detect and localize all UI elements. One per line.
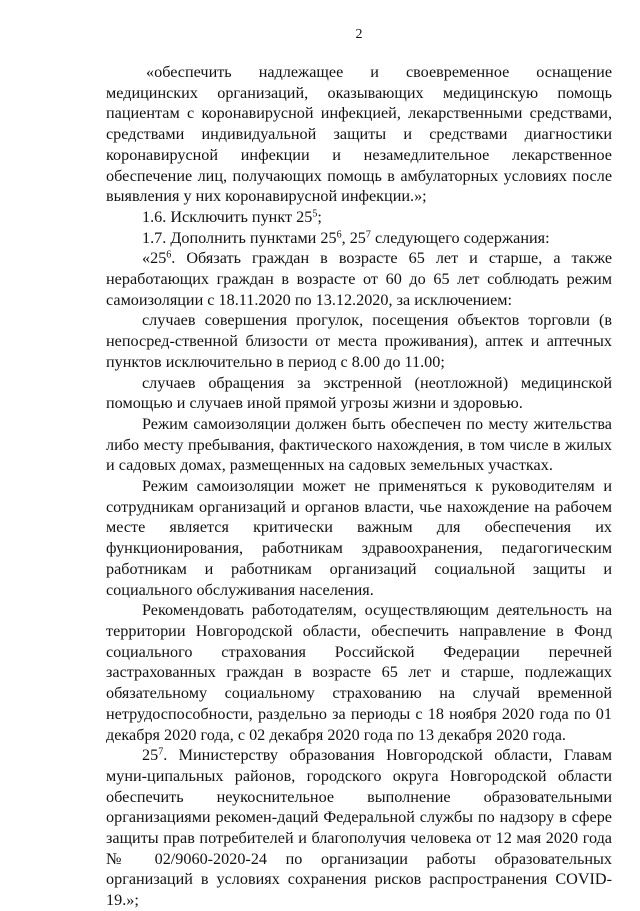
paragraph-exception-emergency: случаев обращения за экстренной (неотложной) медицинской помощью и случаев иной прямой угрозы жизни и здоровью. <box>106 373 612 413</box>
paragraph-point-25-6: «$25^6$. Обязать граждан в возрасте 65 лет и старше, а также неработающих граждан в возрасте от 60 до 65 лет соблюдать режим самоизоляции с 18.11.2020 по 13.12.2020, за исключением: <box>106 249 612 309</box>
paragraph-item-1-7: 1.7. Дополнить пунктами $25^6$, $25^7$ следующего содержания: <box>142 228 550 247</box>
paragraph-exception-walks: случаев совершения прогулок, посещения объектов торговли (в непосред-ственной близости от места проживания), аптек и аптечных пунктов исключительно в период с 8.00 до 11.00; <box>106 311 612 371</box>
paragraph-employer-recommendation: Рекомендовать работодателям, осуществляющим деятельность на территории Новгородской области, обеспечить направление в Фонд социального страхования Российской Федерации перечней застрахованных граждан в возрасте 65 лет и старше, подлежащих обязательному социальному страхованию на случай временной нетрудоспособности, раздельно за периоды с 18 ноября 2020 года по 01 декабря 2020 года, с 02 декабря 2020 года по 13 декабря 2020 года. <box>106 601 612 744</box>
paragraph-self-isolation-place: Режим самоизоляции должен быть обеспечен по месту жительства либо месту пребывания, фактического нахождения, в том числе в жилых и садовых домах, размещенных на садовых земельных участках. <box>106 414 612 475</box>
paragraph-quoted-obligation: «обеспечить надлежащее и своевременное оснащение медицинских организаций, оказывающих медицинскую помощь пациентам с коронавирусной инфекцией, лекарственными средствами, средствами индивидуальной защиты и средствами диагностики коронавирусной инфекции и незамедлительное лекарственное обеспечение лиц, получающих помощь в амбулаторных условиях после выявления у них коронавирусной инфекции.»; <box>106 63 612 206</box>
paragraph-item-1-6: 1.6. Исключить пункт $25^5$; <box>142 207 322 226</box>
paragraph-self-isolation-exemption: Режим самоизоляции может не применяться к руководителям и сотрудникам организаций и органов власти, чье нахождение на рабочем месте является критически важным для обеспечения их функционирования, работникам здравоохранения, педагогическим работникам и работникам организаций социальной защиты и социального обслуживания населения. <box>106 477 612 599</box>
paragraph-point-25-7: $25^7$. Министерству образования Новгородской области, Главам муни-ципальных районов, городского округа Новгородской области обеспечить неукоснительное выполнение образовательными организациями рекомен-даций Федеральной службы по надзору в сфере защиты прав потребителей и благополучия человека от 12 мая 2020 года № 02/9060-2020-24 по организации работы образовательных организаций в условиях сохранения рисков распространения COVID-19.»; <box>106 746 612 910</box>
page-number: 2 <box>355 27 363 42</box>
